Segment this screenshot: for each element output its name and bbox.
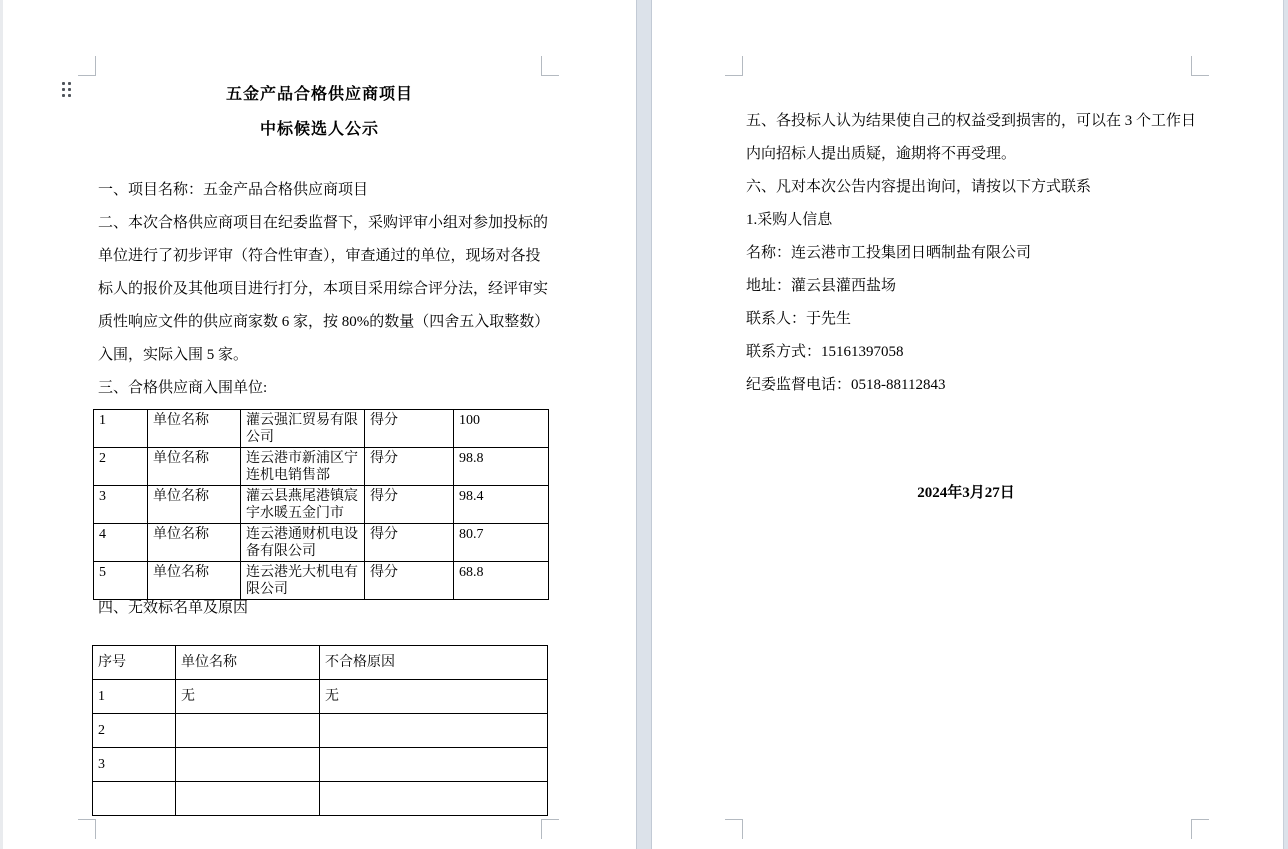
cell-score: 68.8 [454, 562, 549, 600]
page-gap [636, 0, 652, 849]
body-line: 纪委监督电话：0518-88112843 [746, 377, 946, 393]
cell-label: 单位名称 [148, 486, 241, 524]
cell-name: 灌云县燕尾港镇宸宇水暖五金门市 [241, 486, 365, 524]
cell-label: 单位名称 [148, 410, 241, 448]
cell-no: 2 [94, 448, 148, 486]
cell-reason: 无 [320, 680, 548, 714]
table-row [93, 680, 548, 714]
table-row [93, 782, 548, 816]
cell-name [176, 714, 320, 748]
section1-line: 一、项目名称：五金产品合格供应商项目 [98, 182, 369, 198]
table-row [94, 486, 549, 524]
body-line: 联系方式：15161397058 [746, 344, 904, 360]
cell-name: 灌云强汇贸易有限公司 [241, 410, 365, 448]
document-page-1[interactable] [3, 0, 636, 849]
margin-mark-p1-bottom-right [541, 819, 559, 839]
page2-paragraphs [746, 105, 1196, 402]
cell-score: 100 [454, 410, 549, 448]
cell-score-label: 得分 [365, 410, 454, 448]
margin-mark-p2-top-left [725, 56, 743, 76]
cell-no: 1 [93, 680, 176, 714]
margin-mark-p2-bottom-left [725, 819, 743, 839]
section2-paragraph [98, 207, 549, 405]
doc-title-line2: 中标候选人公示 [259, 121, 379, 138]
body-line: 地址：灌云县灌西盐场 [746, 278, 897, 294]
table-row [93, 714, 548, 748]
cell-name [176, 748, 320, 782]
table-row [94, 448, 549, 486]
body-line: 联系人：于先生 [746, 311, 852, 327]
cell-score-label: 得分 [365, 448, 454, 486]
cell-reason [320, 748, 548, 782]
header-name: 单位名称 [176, 646, 320, 680]
section3-heading: 三、合格供应商入围单位: [98, 380, 268, 396]
margin-mark-p1-top-left [78, 56, 96, 76]
cell-label: 单位名称 [148, 448, 241, 486]
table-row [94, 410, 549, 448]
cell-name: 连云港市新浦区宁连机电销售部 [241, 448, 365, 486]
cell-no: 3 [94, 486, 148, 524]
body-line: 1.采购人信息 [746, 212, 833, 228]
cell-reason [320, 782, 548, 816]
table-row [94, 524, 549, 562]
cell-name: 无 [176, 680, 320, 714]
margin-mark-p2-top-right [1191, 56, 1209, 76]
doc-date: 2024年3月27日 [917, 485, 1015, 501]
body-line: 二、本次合格供应商项目在纪委监督下，采购评审小组对参加投标的 [98, 215, 549, 231]
body-line: 质性响应文件的供应商家数 6 家，按 80%的数量（四舍五入取整数） [98, 314, 550, 330]
cell-score: 98.8 [454, 448, 549, 486]
body-line: 六、凡对本次公告内容提出询问，请按以下方式联系 [746, 179, 1092, 195]
body-line: 标人的报价及其他项目进行打分，本项目采用综合评分法，经评审实 [98, 281, 549, 297]
body-line: 单位进行了初步评审（符合性审查），审查通过的单位，现场对各投 [98, 248, 541, 264]
cell-score: 80.7 [454, 524, 549, 562]
cell-label: 单位名称 [148, 562, 241, 600]
cell-score: 98.4 [454, 486, 549, 524]
cell-name: 连云港通财机电设备有限公司 [241, 524, 365, 562]
cell-score-label: 得分 [365, 486, 454, 524]
cell-no: 5 [94, 562, 148, 600]
margin-mark-p2-bottom-right [1191, 819, 1209, 839]
body-line: 五、各投标人认为结果使自己的权益受到损害的，可以在 3 个工作日 [746, 113, 1197, 129]
cell-name [176, 782, 320, 816]
cell-no: 1 [94, 410, 148, 448]
header-reason: 不合格原因 [320, 646, 548, 680]
margin-mark-p1-top-right [541, 56, 559, 76]
winners-table [93, 409, 549, 600]
cell-no: 3 [93, 748, 176, 782]
scrollbar-track[interactable] [1283, 0, 1288, 849]
header-no: 序号 [93, 646, 176, 680]
doc-title-line1: 五金产品合格供应商项目 [225, 86, 413, 103]
table-row [93, 748, 548, 782]
cell-no: 4 [94, 524, 148, 562]
cell-name: 连云港光大机电有限公司 [241, 562, 365, 600]
body-line: 内向招标人提出质疑，逾期将不再受理。 [746, 146, 1017, 162]
cell-no: 2 [93, 714, 176, 748]
cell-reason [320, 714, 548, 748]
cell-no [93, 782, 176, 816]
invalid-bids-table [92, 645, 548, 816]
section4-heading: 四、无效标名单及原因 [98, 600, 249, 616]
body-line: 入围，实际入围 5 家。 [98, 347, 249, 363]
drag-handle-icon[interactable] [62, 82, 71, 97]
cell-label: 单位名称 [148, 524, 241, 562]
margin-mark-p1-bottom-left [78, 819, 96, 839]
cell-score-label: 得分 [365, 562, 454, 600]
table-header-row [93, 646, 548, 680]
document-page-2[interactable] [652, 0, 1283, 849]
body-line: 名称：连云港市工投集团日晒制盐有限公司 [746, 245, 1032, 261]
cell-score-label: 得分 [365, 524, 454, 562]
